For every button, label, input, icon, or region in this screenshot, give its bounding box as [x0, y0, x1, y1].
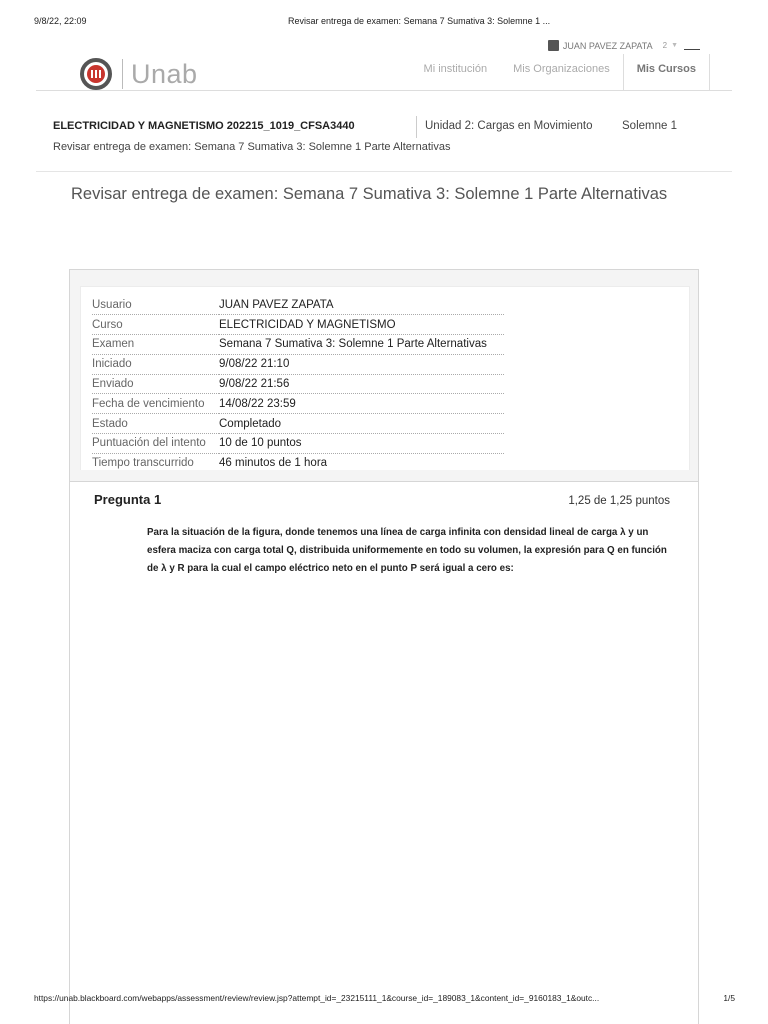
avatar — [548, 40, 559, 51]
info-label: Curso — [92, 315, 219, 335]
info-label: Enviado — [92, 374, 219, 394]
info-value: 9/08/22 21:10 — [219, 354, 504, 374]
info-value: 46 minutos de 1 hora — [219, 453, 504, 470]
attempt-info — [80, 286, 690, 470]
university-logo-icon — [80, 58, 112, 90]
brand-name: Unab — [122, 59, 198, 89]
brand-logo-link[interactable] — [80, 58, 198, 90]
info-value: 10 de 10 puntos — [219, 434, 504, 454]
nav-divider — [36, 90, 732, 91]
info-value: Semana 7 Sumativa 3: Solemne 1 Parte Alternativas — [219, 335, 504, 355]
nav-mis-cursos[interactable]: Mis Cursos — [623, 54, 710, 90]
question-text: Para la situación de la figura, donde tenemos una línea de carga infinita con densidad lineal de carga λ y un esfera maciza con carga total Q, distribuida uniformemente en todo su volumen, la expresión para Q en función de λ y R para la cual el campo eléctrico neto en el punto P será igual a cero es: — [147, 527, 667, 574]
info-label: Examen — [92, 335, 219, 355]
table-row — [92, 394, 504, 414]
breadcrumb-course[interactable]: ELECTRICIDAD Y MAGNETISMO 202215_1019_CFSA3440 — [53, 120, 355, 132]
table-row — [92, 295, 504, 315]
breadcrumb — [36, 108, 732, 172]
breadcrumb-divider — [416, 116, 417, 138]
table-row — [92, 414, 504, 434]
chevron-down-icon[interactable]: ▼ — [671, 42, 678, 49]
info-label: Puntuación del intento — [92, 434, 219, 454]
info-label: Usuario — [92, 295, 219, 315]
info-label: Fecha de vencimiento — [92, 394, 219, 414]
top-nav — [411, 54, 710, 90]
table-row — [92, 453, 504, 470]
print-page-title: Revisar entrega de examen: Semana 7 Sumativa 3: Solemne 1 ... — [288, 16, 551, 26]
review-panel — [69, 269, 699, 1024]
table-row — [92, 374, 504, 394]
breadcrumb-unit[interactable]: Unidad 2: Cargas en Movimiento — [425, 120, 593, 132]
table-row — [92, 354, 504, 374]
page-title: Revisar entrega de examen: Semana 7 Sumativa 3: Solemne 1 Parte Alternativas — [71, 185, 668, 203]
menu-underline — [684, 42, 700, 50]
info-value: 14/08/22 23:59 — [219, 394, 504, 414]
notification-count[interactable]: 2 — [662, 41, 668, 50]
table-row — [92, 335, 504, 355]
info-label: Estado — [92, 414, 219, 434]
nav-mis-organizaciones[interactable]: Mis Organizaciones — [513, 63, 610, 75]
info-value: JUAN PAVEZ ZAPATA — [219, 295, 504, 315]
print-footer-url: https://unab.blackboard.com/webapps/assessment/review/review.jsp?attempt_id=_23215111_1&course_id=_189083_1&content_id=_9160183_1&outc... — [34, 993, 600, 1003]
info-label: Tiempo transcurrido — [92, 453, 219, 470]
breadcrumb-section[interactable]: Solemne 1 — [622, 120, 677, 132]
user-name: JUAN PAVEZ ZAPATA — [562, 40, 653, 51]
info-label: Iniciado — [92, 354, 219, 374]
info-value: 9/08/22 21:56 — [219, 374, 504, 394]
print-datetime: 9/8/22, 22:09 — [34, 16, 87, 26]
nav-mi-institucion[interactable]: Mi institución — [423, 63, 488, 75]
table-row — [92, 315, 504, 335]
user-menu[interactable] — [548, 40, 700, 51]
breadcrumb-current-page: Revisar entrega de examen: Semana 7 Sumativa 3: Solemne 1 Parte Alternativas — [53, 141, 451, 153]
question-card — [70, 481, 698, 1024]
question-score: 1,25 de 1,25 puntos — [568, 495, 670, 507]
attempt-info-table — [92, 295, 504, 470]
info-value: ELECTRICIDAD Y MAGNETISMO — [219, 315, 504, 335]
question-title: Pregunta 1 — [94, 492, 162, 507]
info-value: Completado — [219, 414, 504, 434]
print-page-number: 1/5 — [723, 993, 735, 1003]
table-row — [92, 434, 504, 454]
